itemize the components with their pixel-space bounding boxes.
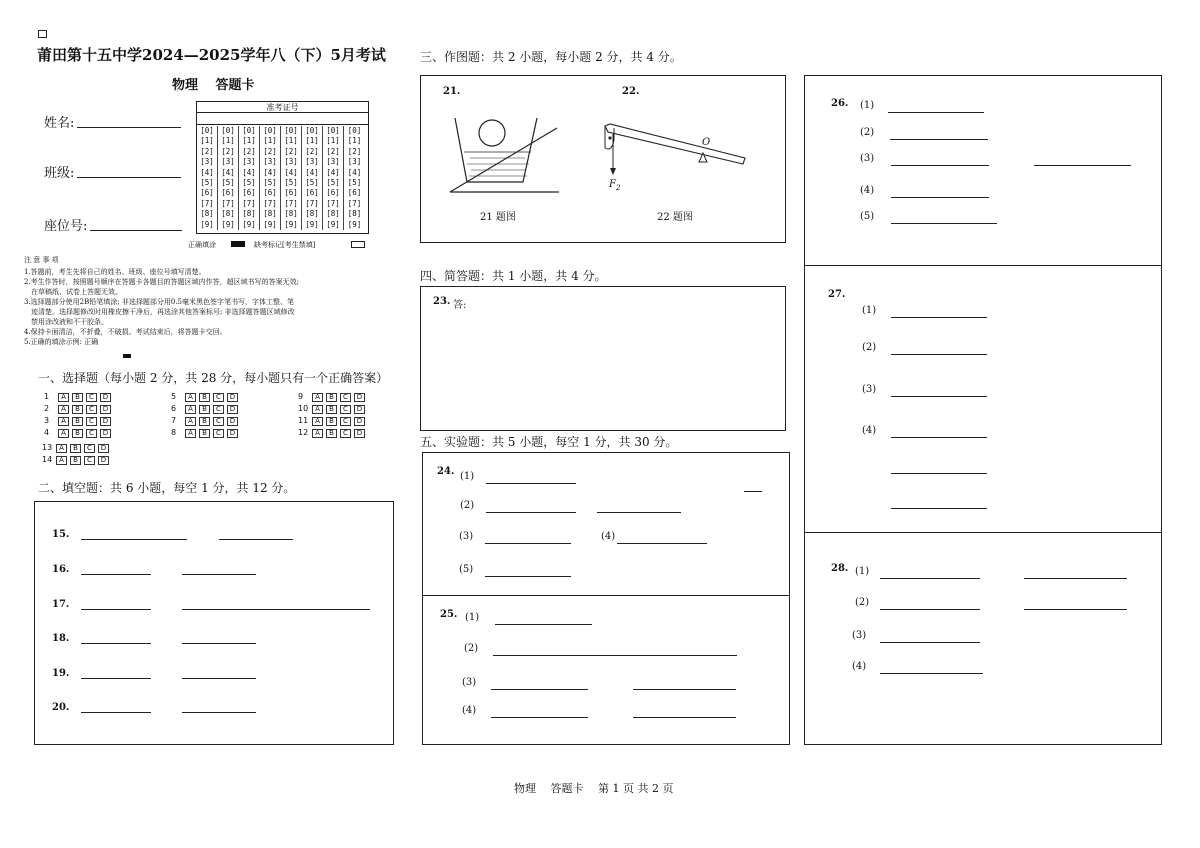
section2-box xyxy=(34,501,394,745)
mc-option-bubble[interactable]: D xyxy=(354,393,365,402)
answer-blank[interactable] xyxy=(485,543,571,544)
mc-option-bubble[interactable]: D xyxy=(100,429,111,438)
mc-question-row xyxy=(298,392,368,402)
mc-option-bubble[interactable]: D xyxy=(100,405,111,414)
answer-blank[interactable] xyxy=(633,689,736,690)
section5-title: 五、实验题：共 5 小题，每空 1 分，共 30 分。 xyxy=(420,435,678,449)
mc-question-number: 4 xyxy=(44,428,50,437)
admission-digit-bubble[interactable]: [8] xyxy=(347,209,362,219)
mc-question-number: 3 xyxy=(44,416,50,425)
answer-blank[interactable] xyxy=(1024,578,1127,579)
mc-question-number: 5 xyxy=(171,392,177,401)
mc-option-bubble[interactable]: B xyxy=(326,417,337,426)
section5-box-q24 xyxy=(422,452,790,596)
q21-number: 21. xyxy=(443,86,461,97)
answer-blank[interactable] xyxy=(81,574,151,575)
mc-option-bubble[interactable]: B xyxy=(326,393,337,402)
admission-digit-bubble[interactable]: [1] xyxy=(242,136,256,146)
class-label: 班级: xyxy=(44,166,75,181)
mc-option-bubble[interactable]: A xyxy=(56,444,67,453)
admission-digit-bubble[interactable]: [4] xyxy=(200,167,214,177)
seat-label: 座位号: xyxy=(44,219,88,234)
mc-question-row xyxy=(44,392,114,402)
mc-option-bubble[interactable]: D xyxy=(227,405,238,414)
admission-digit-bubble[interactable]: [7] xyxy=(284,198,298,208)
admission-digit-bubble[interactable]: [0] xyxy=(347,126,362,135)
mc-question-row xyxy=(298,428,368,438)
mc-option-bubble[interactable]: A xyxy=(58,405,69,414)
notes-title: 注 意 事 项 xyxy=(24,256,59,264)
admission-digit-bubble[interactable]: [9] xyxy=(305,219,319,229)
admission-digit-bubble[interactable]: [2] xyxy=(200,146,214,156)
mc-option-bubble[interactable]: A xyxy=(312,429,323,438)
admission-digit-bubble[interactable]: [0] xyxy=(305,126,319,135)
name-field[interactable] xyxy=(77,127,181,128)
section2-title: 二、填空题：共 6 小题，每空 1 分，共 12 分。 xyxy=(38,481,296,495)
answer-blank[interactable] xyxy=(891,437,987,438)
sub-question-label: (3) xyxy=(862,384,877,395)
admission-digit-bubble[interactable]: [2] xyxy=(305,146,319,156)
admission-digit-bubble[interactable]: [9] xyxy=(200,219,214,229)
mc-option-bubble[interactable]: C xyxy=(340,429,351,438)
admission-digit-bubble[interactable]: [3] xyxy=(284,157,298,167)
mc-option-bubble[interactable]: A xyxy=(56,456,67,465)
absent-label: 缺考标记[考生禁填] xyxy=(254,241,316,249)
mc-question-number: 11 xyxy=(298,416,309,425)
admission-digit-bubble[interactable]: [7] xyxy=(347,198,362,208)
answer-blank[interactable] xyxy=(891,508,987,509)
answer-blank[interactable] xyxy=(1034,165,1131,166)
mc-option-bubble[interactable]: A xyxy=(312,417,323,426)
sub-question-label: (3) xyxy=(852,630,867,641)
admission-digit-bubble[interactable]: [0] xyxy=(200,126,214,135)
mc-option-bubble[interactable]: C xyxy=(340,405,351,414)
admission-digit-bubble[interactable]: [8] xyxy=(242,209,256,219)
note-line: 3.选择题部分使用2B铅笔填涂; 非选择题部分用0.5毫米黑色签字笔书写，字体工整、笔 xyxy=(24,298,294,306)
admission-digit-bubble[interactable]: [2] xyxy=(347,146,362,156)
admission-column[interactable] xyxy=(323,126,344,230)
admission-digit-bubble[interactable]: [6] xyxy=(200,188,214,198)
mc-option-bubble[interactable]: D xyxy=(98,444,109,453)
answer-blank[interactable] xyxy=(182,678,256,679)
mc-question-number: 8 xyxy=(171,428,177,437)
admission-digit-bubble[interactable]: [8] xyxy=(305,209,319,219)
answer-blank[interactable] xyxy=(485,576,571,577)
admission-digit-bubble[interactable]: [2] xyxy=(284,146,298,156)
admission-digit-bubble[interactable]: [1] xyxy=(200,136,214,146)
answer-blank[interactable] xyxy=(491,689,588,690)
admission-digit-bubble[interactable]: [2] xyxy=(326,146,340,156)
admission-digit-bubble[interactable]: [3] xyxy=(305,157,319,167)
admission-digit-bubble[interactable]: [9] xyxy=(242,219,256,229)
mc-option-bubble[interactable]: D xyxy=(98,456,109,465)
mc-option-bubble[interactable]: C xyxy=(213,417,224,426)
sub-question-label: (4) xyxy=(862,425,877,436)
mc-question-number: 10 xyxy=(298,404,309,413)
fill-correct-sample xyxy=(231,241,245,247)
mc-option-bubble[interactable]: B xyxy=(72,393,83,402)
admission-digit-bubble[interactable]: [4] xyxy=(347,167,362,177)
admission-digit-bubble[interactable]: [1] xyxy=(284,136,298,146)
sub-question-label: (1) xyxy=(860,100,875,111)
mc-option-bubble[interactable]: D xyxy=(227,429,238,438)
mc-question-row xyxy=(171,428,241,438)
q22-caption: 22 题图 xyxy=(657,212,693,223)
admission-digit-bubble[interactable]: [6] xyxy=(347,188,362,198)
notes-list xyxy=(24,267,299,347)
admission-digit-bubble[interactable]: [7] xyxy=(242,198,256,208)
mc-option-bubble[interactable]: C xyxy=(86,429,97,438)
admission-digit-bubble[interactable]: [3] xyxy=(242,157,256,167)
answer-blank[interactable] xyxy=(219,539,293,540)
admission-digit-bubble[interactable]: [6] xyxy=(305,188,319,198)
admission-digit-bubble[interactable]: [5] xyxy=(263,178,277,188)
mc-question-row xyxy=(44,416,114,426)
mc-option-bubble[interactable]: D xyxy=(354,429,365,438)
mc-option-bubble[interactable]: B xyxy=(70,444,81,453)
answer-blank[interactable] xyxy=(81,678,151,679)
sub-question-label: (4) xyxy=(601,531,616,542)
mc-option-bubble[interactable]: C xyxy=(340,417,351,426)
mc-question-number: 6 xyxy=(171,404,177,413)
answer-blank[interactable] xyxy=(888,112,984,113)
answer-blank[interactable] xyxy=(486,512,576,513)
mc-option-bubble[interactable]: A xyxy=(58,429,69,438)
mc-question-number: 1 xyxy=(44,392,50,401)
answer-blank[interactable] xyxy=(182,643,256,644)
fill-question-number: 18. xyxy=(52,633,70,644)
admission-digit-bubble[interactable]: [3] xyxy=(263,157,277,167)
answer-blank[interactable] xyxy=(1024,609,1127,610)
admission-digit-bubble[interactable]: [4] xyxy=(326,167,340,177)
answer-blank[interactable] xyxy=(891,396,987,397)
mc-option-bubble[interactable]: C xyxy=(213,405,224,414)
admission-digit-bubble[interactable]: [8] xyxy=(326,209,340,219)
admission-digit-bubble[interactable]: [7] xyxy=(200,198,214,208)
answer-blank[interactable] xyxy=(891,197,989,198)
admission-digit-bubble[interactable]: [7] xyxy=(221,198,235,208)
answer-blank[interactable] xyxy=(891,354,987,355)
mc-option-bubble[interactable]: C xyxy=(84,456,95,465)
admission-digit-bubble[interactable]: [5] xyxy=(200,178,214,188)
section3-title: 三、作图题：共 2 小题，每小题 2 分，共 4 分。 xyxy=(420,50,682,64)
admission-digit-bubble[interactable]: [8] xyxy=(200,209,214,219)
admission-column[interactable] xyxy=(218,126,239,230)
q24-number: 24. xyxy=(437,466,455,477)
mc-option-bubble[interactable]: A xyxy=(185,405,196,414)
admission-digit-bubble[interactable]: [0] xyxy=(284,126,298,135)
answer-blank[interactable] xyxy=(880,578,980,579)
corner-mark xyxy=(38,30,47,38)
mc-option-bubble[interactable]: A xyxy=(185,393,196,402)
admission-digit-bubble[interactable]: [2] xyxy=(221,146,235,156)
fill-question-number: 15. xyxy=(52,529,70,540)
admission-digit-bubble[interactable]: [3] xyxy=(221,157,235,167)
absent-checkbox[interactable] xyxy=(351,241,365,248)
admission-column[interactable] xyxy=(302,126,323,230)
name-label: 姓名: xyxy=(44,116,75,131)
sub-question-label: (3) xyxy=(860,153,875,164)
fulcrum-label: O xyxy=(702,137,711,148)
mc-option-bubble[interactable]: D xyxy=(227,393,238,402)
admission-digit-bubble[interactable]: [4] xyxy=(305,167,319,177)
admission-digit-bubble[interactable]: [3] xyxy=(326,157,340,167)
answer-blank[interactable] xyxy=(493,655,737,656)
admission-digit-bubble[interactable]: [6] xyxy=(284,188,298,198)
mc-question-row xyxy=(44,428,114,438)
mc-option-bubble[interactable]: C xyxy=(86,393,97,402)
fill-question-number: 16. xyxy=(52,564,70,575)
mc-option-bubble[interactable]: A xyxy=(312,405,323,414)
answer-blank[interactable] xyxy=(182,712,256,713)
note-line: 在草稿纸、试卷上答题无效。 xyxy=(24,288,122,296)
mc-question-number: 7 xyxy=(171,416,177,425)
q28-number: 28. xyxy=(831,563,849,574)
section4-box[interactable] xyxy=(420,286,786,431)
answer-blank[interactable] xyxy=(880,642,980,643)
footer-page-info: 物理 答题卡 第 1 页 共 2 页 xyxy=(514,782,674,795)
mc-option-bubble[interactable]: A xyxy=(58,417,69,426)
note-line: 5.正确的填涂示例: 正确 xyxy=(24,338,99,346)
exam-title: 莆田第十五中学2024—2025学年八（下）5月考试 xyxy=(37,46,386,64)
admission-digit-grid[interactable] xyxy=(197,126,365,230)
admission-digit-bubble[interactable]: [1] xyxy=(347,136,362,146)
admission-digit-bubble[interactable]: [7] xyxy=(305,198,319,208)
admission-digit-bubble[interactable]: [5] xyxy=(347,178,362,188)
sub-question-label: (4) xyxy=(860,185,875,196)
sub-question-label: (3) xyxy=(459,531,474,542)
admission-digit-bubble[interactable]: [1] xyxy=(221,136,235,146)
fill-correct-label: 正确填涂 xyxy=(188,241,216,249)
mc-option-bubble[interactable]: B xyxy=(70,456,81,465)
answer-blank[interactable] xyxy=(182,574,256,575)
admission-column[interactable] xyxy=(344,126,365,230)
sub-question-label: (4) xyxy=(852,661,867,672)
admission-column[interactable] xyxy=(239,126,260,230)
mc-option-bubble[interactable]: B xyxy=(199,393,210,402)
mc-option-bubble[interactable]: C xyxy=(213,393,224,402)
sub-question-label: (1) xyxy=(855,566,870,577)
admission-column[interactable] xyxy=(281,126,302,230)
admission-digit-bubble[interactable]: [2] xyxy=(242,146,256,156)
admission-digit-bubble[interactable]: [3] xyxy=(200,157,214,167)
answer-blank[interactable] xyxy=(891,473,987,474)
sub-question-label: (2) xyxy=(862,342,877,353)
mc-option-bubble[interactable]: B xyxy=(199,417,210,426)
mc-option-bubble[interactable]: C xyxy=(213,429,224,438)
mc-question-row xyxy=(44,404,114,414)
mc-option-bubble[interactable]: A xyxy=(312,393,323,402)
sub-question-label: (2) xyxy=(464,643,479,654)
answer-blank[interactable] xyxy=(891,165,989,166)
admission-digit-bubble[interactable]: [4] xyxy=(221,167,235,177)
admission-digit-bubble[interactable]: [4] xyxy=(284,167,298,177)
force-label: $F_2$ xyxy=(609,179,621,192)
admission-title: 准考证号 xyxy=(196,102,369,113)
admission-digit-bubble[interactable]: [7] xyxy=(263,198,277,208)
admission-digit-bubble[interactable]: [9] xyxy=(221,219,235,229)
admission-digit-bubble[interactable]: [5] xyxy=(242,178,256,188)
answer-blank[interactable] xyxy=(81,643,151,644)
fill-question-number: 19. xyxy=(52,668,70,679)
sub-question-label: (1) xyxy=(460,471,475,482)
admission-digit-bubble[interactable]: [9] xyxy=(326,219,340,229)
mc-option-bubble[interactable]: A xyxy=(58,393,69,402)
admission-digit-bubble[interactable]: [9] xyxy=(263,219,277,229)
mc-question-number: 13 xyxy=(42,443,53,452)
q26-number: 26. xyxy=(831,98,849,109)
class-field[interactable] xyxy=(77,177,181,178)
mc-option-bubble[interactable]: D xyxy=(100,417,111,426)
answer-blank[interactable] xyxy=(891,317,987,318)
mc-option-bubble[interactable]: C xyxy=(340,393,351,402)
mc-option-bubble[interactable]: A xyxy=(185,429,196,438)
admission-digit-bubble[interactable]: [9] xyxy=(347,219,362,229)
sub-question-label: (1) xyxy=(862,305,877,316)
seat-field[interactable] xyxy=(90,230,182,231)
note-line: 1.答题前，考生先将自己的姓名、班级、座位号填写清楚。 xyxy=(24,268,206,276)
fill-question-number: 17. xyxy=(52,599,70,610)
admission-digit-bubble[interactable]: [5] xyxy=(221,178,235,188)
admission-digit-bubble[interactable]: [6] xyxy=(326,188,340,198)
answer-blank[interactable] xyxy=(255,609,370,610)
mc-option-bubble[interactable]: B xyxy=(72,429,83,438)
mc-option-bubble[interactable]: D xyxy=(354,417,365,426)
exam-subtitle: 物理 答题卡 xyxy=(172,78,255,93)
mc-option-bubble[interactable]: B xyxy=(326,405,337,414)
answer-blank[interactable] xyxy=(81,539,187,540)
mc-option-bubble[interactable]: C xyxy=(86,405,97,414)
mc-option-bubble[interactable]: B xyxy=(199,405,210,414)
q21-caption: 21 题图 xyxy=(480,212,516,223)
admission-column[interactable] xyxy=(260,126,281,230)
answer-blank[interactable] xyxy=(880,609,980,610)
admission-digit-bubble[interactable]: [0] xyxy=(242,126,256,135)
q22-figure[interactable] xyxy=(600,118,750,198)
answer-blank[interactable] xyxy=(182,609,256,610)
sub-question-label: (4) xyxy=(462,705,477,716)
mc-option-bubble[interactable]: D xyxy=(354,405,365,414)
answer-blank[interactable] xyxy=(81,712,151,713)
mc-option-bubble[interactable]: C xyxy=(84,444,95,453)
q26-box xyxy=(804,75,1162,266)
mc-option-bubble[interactable]: B xyxy=(199,429,210,438)
sub-question-label: (1) xyxy=(465,612,480,623)
sub-question-label: (3) xyxy=(462,677,477,688)
answer-blank[interactable] xyxy=(486,483,576,484)
note-line: 2.考生作答时，按照题号顺序在答题卡各题目的答题区域内作答，超区域书写的答案无效; xyxy=(24,278,300,286)
admission-write-row[interactable] xyxy=(196,113,369,125)
q27-number: 27. xyxy=(828,289,846,300)
note-line: 禁用涂改液和不干胶条。 xyxy=(24,318,108,326)
admission-digit-bubble[interactable]: [8] xyxy=(284,209,298,219)
fill-question-number: 20. xyxy=(52,702,70,713)
answer-blank[interactable] xyxy=(891,223,997,224)
admission-digit-bubble[interactable]: [6] xyxy=(263,188,277,198)
mc-option-bubble[interactable]: A xyxy=(185,417,196,426)
admission-digit-bubble[interactable]: [1] xyxy=(326,136,340,146)
mc-question-row xyxy=(298,416,368,426)
admission-digit-bubble[interactable]: [0] xyxy=(326,126,340,135)
q27-box xyxy=(804,265,1162,533)
q21-figure[interactable] xyxy=(445,110,565,200)
answer-blank[interactable] xyxy=(880,673,983,674)
mc-question-row xyxy=(42,455,112,465)
mc-option-bubble[interactable]: B xyxy=(326,429,337,438)
q22-number: 22. xyxy=(622,86,640,97)
mc-question-number: 14 xyxy=(42,455,53,464)
mc-option-bubble[interactable]: B xyxy=(72,405,83,414)
sub-question-label: (2) xyxy=(860,127,875,138)
mc-question-number: 12 xyxy=(298,428,309,437)
admission-digit-bubble[interactable]: [5] xyxy=(305,178,319,188)
mc-option-bubble[interactable]: B xyxy=(72,417,83,426)
answer-blank[interactable] xyxy=(890,139,988,140)
mc-question-number: 2 xyxy=(44,404,50,413)
admission-digit-bubble[interactable]: [2] xyxy=(263,146,277,156)
admission-digit-bubble[interactable]: [6] xyxy=(242,188,256,198)
admission-digit-bubble[interactable]: [8] xyxy=(221,209,235,219)
answer-blank[interactable] xyxy=(597,512,681,513)
admission-digit-bubble[interactable]: [4] xyxy=(242,167,256,177)
correct-fill-example xyxy=(123,354,131,358)
mc-question-row xyxy=(171,392,241,402)
admission-digit-bubble[interactable]: [0] xyxy=(221,126,235,135)
admission-digit-bubble[interactable]: [9] xyxy=(284,219,298,229)
admission-digit-bubble[interactable]: [1] xyxy=(305,136,319,146)
admission-column[interactable] xyxy=(197,126,218,230)
admission-digit-bubble[interactable]: [4] xyxy=(263,167,277,177)
answer-blank[interactable] xyxy=(633,717,736,718)
answer-blank[interactable] xyxy=(617,543,707,544)
q23-answer-label: 答: xyxy=(453,300,467,311)
sub-question-label: (5) xyxy=(860,211,875,222)
sub-question-label: (5) xyxy=(459,564,474,575)
section4-title: 四、简答题：共 1 小题，共 4 分。 xyxy=(420,269,607,283)
admission-digit-bubble[interactable]: [6] xyxy=(221,188,235,198)
admission-digit-bubble[interactable]: [0] xyxy=(263,126,277,135)
admission-digit-bubble[interactable]: [5] xyxy=(284,178,298,188)
answer-blank[interactable] xyxy=(491,717,588,718)
admission-digit-bubble[interactable]: [1] xyxy=(263,136,277,146)
q25-number: 25. xyxy=(440,609,458,620)
note-line: 迹清楚。选择题修改时用橡皮擦干净后，再选涂其他答案标号; 非选择题答题区域修改 xyxy=(24,308,295,316)
mc-question-row xyxy=(171,416,241,426)
admission-digit-bubble[interactable]: [3] xyxy=(347,157,362,167)
mc-option-bubble[interactable]: C xyxy=(86,417,97,426)
q23-number: 23. xyxy=(433,296,451,307)
section1-title: 一、选择题（每小题 2 分，共 28 分，每小题只有一个正确答案） xyxy=(38,371,389,385)
answer-blank[interactable] xyxy=(81,609,151,610)
answer-blank[interactable] xyxy=(495,624,592,625)
admission-digit-bubble[interactable]: [7] xyxy=(326,198,340,208)
note-line: 4.保持卡面清洁，不折叠，不破损。考试结束后，将答题卡交回。 xyxy=(24,328,227,336)
mc-question-row xyxy=(171,404,241,414)
admission-digit-bubble[interactable]: [8] xyxy=(263,209,277,219)
answer-blank[interactable] xyxy=(744,491,762,492)
mc-question-number: 9 xyxy=(298,392,304,401)
admission-digit-bubble[interactable]: [5] xyxy=(326,178,340,188)
sub-question-label: (2) xyxy=(855,597,870,608)
mc-option-bubble[interactable]: D xyxy=(227,417,238,426)
sub-question-label: (2) xyxy=(460,500,475,511)
mc-question-row xyxy=(298,404,368,414)
mc-question-row xyxy=(42,443,112,453)
mc-option-bubble[interactable]: D xyxy=(100,393,111,402)
